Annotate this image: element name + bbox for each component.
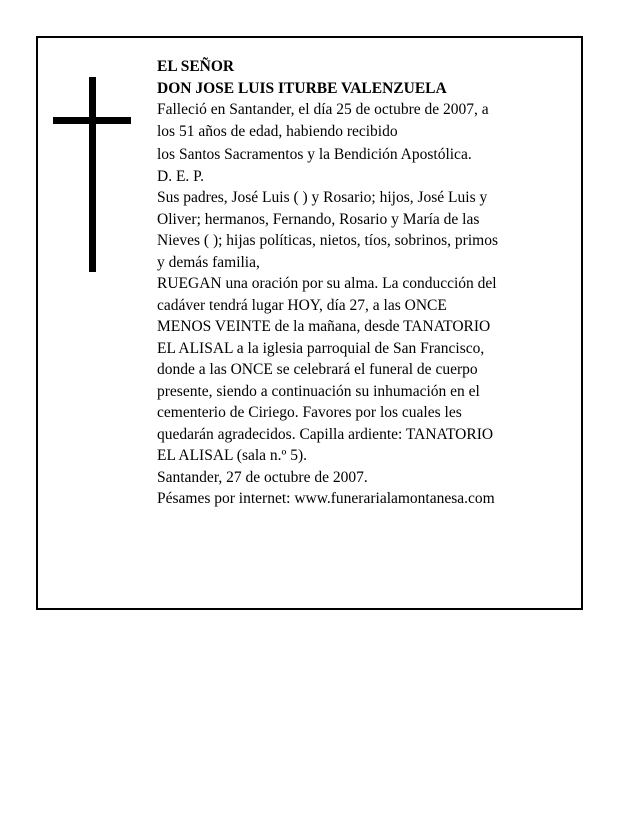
body-line: Oliver; hermanos, Fernando, Rosario y María de las — [157, 210, 480, 228]
body-line: cementerio de Ciriego. Favores por los cuales les — [157, 404, 462, 421]
body-line: Falleció en Santander, el día 25 de octubre de 2007, a — [157, 101, 489, 118]
body-line: Sus padres, José Luis ( ) y Rosario; hijos, José Luis y — [157, 189, 488, 206]
cross-horizontal-bar — [53, 117, 131, 124]
body-line: MENOS VEINTE de la mañana, desde TANATORIO — [157, 318, 491, 335]
body-line: cadáver tendrá lugar HOY, día 27, a las ONCE — [157, 296, 447, 314]
heading-title: EL SEÑOR — [157, 58, 235, 75]
deceased-name: DON JOSE LUIS ITURBE VALENZUELA — [157, 79, 447, 97]
body-line: los 51 años de edad, habiendo recibido — [157, 122, 398, 140]
condolences-line: Pésames por internet: www.funerarialamontanesa.com — [157, 490, 495, 507]
rip-line: D. E. P. — [157, 167, 204, 185]
body-line: RUEGAN una oración por su alma. La conducción del — [157, 275, 497, 292]
notice-text — [157, 56, 577, 510]
body-line: quedarán agradecidos. Capilla ardiente: TANATORIO — [157, 425, 494, 443]
obituary-notice — [36, 36, 583, 610]
date-line: Santander, 27 de octubre de 2007. — [157, 468, 368, 486]
body-line: donde a las ONCE se celebrará el funeral de cuerpo — [157, 361, 478, 378]
body-line: Nieves ( ); hijas políticas, nietos, tíos, sobrinos, primos — [157, 232, 498, 249]
body-line: los Santos Sacramentos y la Bendición Apostólica. — [157, 146, 472, 163]
cross-vertical-bar — [89, 77, 96, 272]
body-line: y demás familia, — [157, 253, 260, 271]
body-line: EL ALISAL a la iglesia parroquial de San Francisco, — [157, 339, 485, 357]
body-line: EL ALISAL (sala n.º 5). — [157, 447, 308, 464]
body-line: presente, siendo a continuación su inhumación en el — [157, 382, 480, 400]
